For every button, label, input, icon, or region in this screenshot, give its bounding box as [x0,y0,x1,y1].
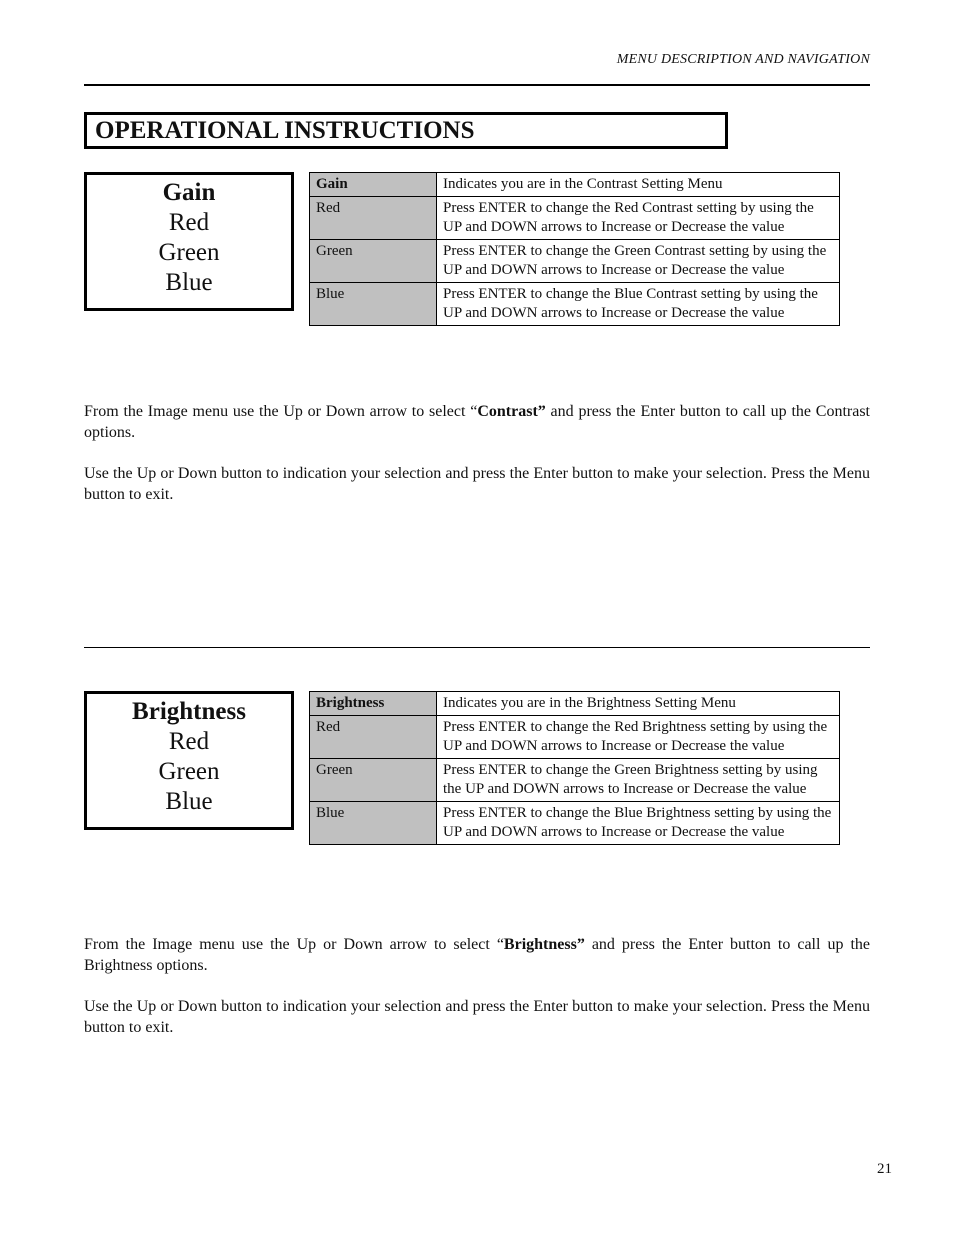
gain-menu-item-green: Green [158,239,220,266]
table-desc: Press ENTER to change the Blue Contrast setting by using the UP and DOWN arrows to Increase or Decrease the value [437,283,840,326]
table-key: Gain [310,173,437,197]
table-desc: Press ENTER to change the Green Brightness setting by using the UP and DOWN arrows to Increase or Decrease the value [437,759,840,802]
brightness-menu-item-blue: Blue [165,788,213,815]
table-row [310,759,840,802]
gain-menu-box [84,172,294,311]
running-header: MENU DESCRIPTION AND NAVIGATION [616,52,870,67]
brightness-menu-title: Brightness [132,698,246,725]
para-text: and press the Enter button to call up the Brightness options. [84,936,871,974]
table-key: Red [310,197,437,240]
gain-instructions-paragraph-1 [84,401,870,443]
page-number: 21 [877,1161,892,1177]
brightness-description-table [309,691,840,845]
section-divider [84,647,870,648]
table-desc: Indicates you are in the Brightness Setting Menu [437,692,840,716]
para-bold-text: Contrast” [477,403,546,420]
table-key: Green [310,759,437,802]
para-bold-text: Brightness” [503,936,585,953]
table-row [310,283,840,326]
table-row [310,197,840,240]
table-row [310,240,840,283]
brightness-menu-box [84,691,294,830]
page-title: OPERATIONAL INSTRUCTIONS [84,112,728,149]
gain-menu-item-blue: Blue [165,269,213,296]
header-rule [84,84,870,86]
table-desc: Press ENTER to change the Blue Brightness setting by using the UP and DOWN arrows to Increase or Decrease the value [437,802,840,845]
table-row [310,692,840,716]
table-desc: Press ENTER to change the Red Brightness setting by using the UP and DOWN arrows to Increase or Decrease the value [437,716,840,759]
table-row [310,173,840,197]
table-desc: Indicates you are in the Contrast Setting Menu [437,173,840,197]
gain-description-table [309,172,840,326]
table-key: Brightness [310,692,437,716]
table-key: Green [310,240,437,283]
gain-menu-item-red: Red [168,209,210,236]
table-row [310,802,840,845]
brightness-menu-item-green: Green [158,758,220,785]
brightness-menu-item-red: Red [168,728,210,755]
para-text: and press the Enter button to call up the Contrast options. [84,403,871,441]
table-key: Blue [310,802,437,845]
table-key: Blue [310,283,437,326]
gain-instructions-paragraph-2: Use the Up or Down button to indication your selection and press the Enter button to make your selection. Press the Menu button to exit. [84,465,870,503]
gain-menu-title: Gain [162,179,216,206]
table-desc: Press ENTER to change the Green Contrast setting by using the UP and DOWN arrows to Increase or Decrease the value [437,240,840,283]
table-desc: Press ENTER to change the Red Contrast setting by using the UP and DOWN arrows to Increase or Decrease the value [437,197,840,240]
brightness-instructions-paragraph-2: Use the Up or Down button to indication your selection and press the Enter button to make your selection. Press the Menu button to exit. [84,998,870,1036]
para-text: From the Image menu use the Up or Down arrow to select “ [84,403,478,420]
table-key: Red [310,716,437,759]
brightness-instructions-paragraph-1 [84,934,870,976]
para-text: From the Image menu use the Up or Down arrow to select “ [84,936,504,953]
table-row [310,716,840,759]
